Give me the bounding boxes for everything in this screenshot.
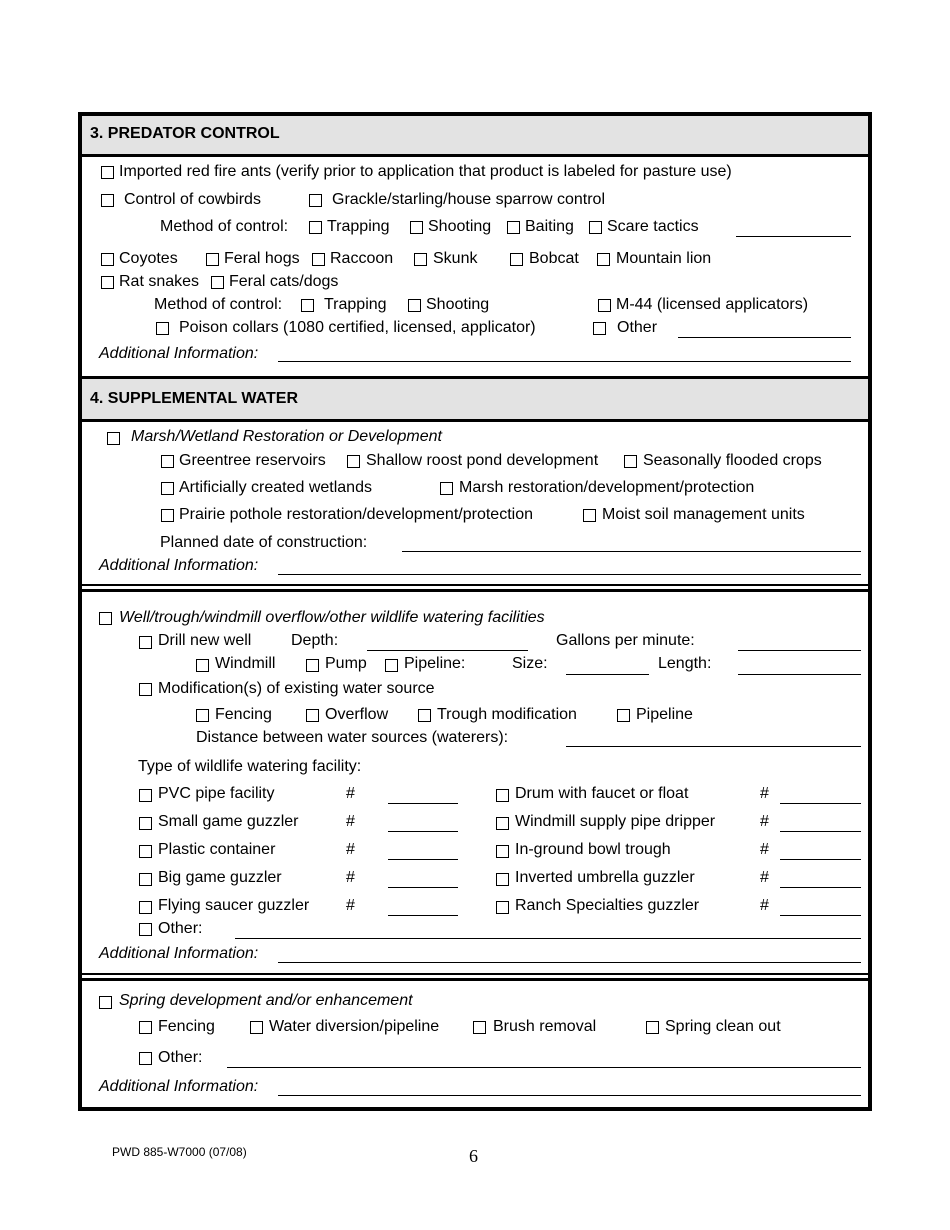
spring-cleanout-label: Spring clean out: [665, 1018, 781, 1035]
windmill-checkbox[interactable]: [196, 659, 209, 672]
planned-date-line[interactable]: [402, 551, 861, 552]
left-facility-checkbox[interactable]: [139, 873, 152, 886]
drill-well-checkbox[interactable]: [139, 636, 152, 649]
other-checkbox[interactable]: [139, 1052, 152, 1065]
brush-removal-label: Brush removal: [493, 1018, 597, 1035]
well-checkbox[interactable]: [99, 612, 112, 625]
right-facility-label: Inverted umbrella guzzler: [515, 869, 695, 886]
count-line[interactable]: [780, 803, 861, 804]
overflow-label: Overflow: [325, 706, 389, 723]
left-facility-checkbox[interactable]: [139, 817, 152, 830]
water-diversion-label: Water diversion/pipeline: [269, 1018, 440, 1035]
count-line[interactable]: [388, 859, 458, 860]
count-label: #: [760, 813, 769, 830]
skunk-label: Skunk: [433, 250, 478, 267]
trapping-label: Trapping: [327, 218, 390, 235]
well-title: Well/trough/windmill overflow/other wildlife watering facilities: [119, 609, 545, 626]
m44-label: M-44 (licensed applicators): [616, 296, 809, 313]
count-label: #: [760, 841, 769, 858]
size-line[interactable]: [566, 674, 649, 675]
feral-cats-checkbox[interactable]: [211, 276, 224, 289]
feral-hogs-checkbox[interactable]: [206, 253, 219, 266]
grackle-label: Grackle/starling/house sparrow control: [332, 191, 606, 208]
divider: [82, 978, 868, 981]
moist-soil-label: Moist soil management units: [602, 506, 805, 523]
trapping-checkbox[interactable]: [309, 221, 322, 234]
count-line[interactable]: [388, 887, 458, 888]
divider: [82, 584, 868, 586]
shooting-label: Shooting: [428, 218, 492, 235]
left-facility-checkbox[interactable]: [139, 789, 152, 802]
divider: [82, 973, 868, 975]
seasonally-flooded-checkbox[interactable]: [624, 455, 637, 468]
count-label: #: [760, 897, 769, 914]
count-label: #: [346, 841, 355, 858]
artificial-wetlands-label: Artificially created wetlands: [179, 479, 372, 496]
count-label: #: [346, 869, 355, 886]
right-facility-checkbox[interactable]: [496, 845, 509, 858]
additional-info-line[interactable]: [278, 1095, 861, 1096]
frame-left: [78, 112, 82, 1111]
overflow-checkbox[interactable]: [306, 709, 319, 722]
windmill-label: Windmill: [215, 655, 276, 672]
rat-snakes-checkbox[interactable]: [101, 276, 114, 289]
spring-title: Spring development and/or enhancement: [119, 992, 413, 1009]
frame-right: [868, 112, 872, 1111]
shooting-label: Shooting: [426, 296, 490, 313]
scare-blank[interactable]: [736, 236, 851, 237]
count-line[interactable]: [780, 859, 861, 860]
right-facility-checkbox[interactable]: [496, 789, 509, 802]
fencing-label: Fencing: [158, 1018, 215, 1035]
left-facility-label: PVC pipe facility: [158, 785, 275, 802]
pipeline2-label: Pipeline: [636, 706, 693, 723]
greentree-label: Greentree reservoirs: [179, 452, 326, 469]
bobcat-checkbox[interactable]: [510, 253, 523, 266]
shooting-checkbox[interactable]: [410, 221, 423, 234]
grackle-checkbox[interactable]: [309, 194, 322, 207]
additional-info-line[interactable]: [278, 361, 851, 362]
other-label: Other: [617, 319, 658, 336]
depth-line[interactable]: [367, 650, 528, 651]
other-facility-label: Other:: [158, 920, 203, 937]
scare-checkbox[interactable]: [589, 221, 602, 234]
pump-checkbox[interactable]: [306, 659, 319, 672]
fencing-checkbox[interactable]: [139, 1021, 152, 1034]
scare-label: Scare tactics: [607, 218, 699, 235]
left-facility-label: Flying saucer guzzler: [158, 897, 310, 914]
marsh-label: Marsh/Wetland Restoration or Development: [131, 428, 442, 445]
gpm-label: Gallons per minute:: [556, 632, 695, 649]
count-line[interactable]: [388, 803, 458, 804]
count-label: #: [760, 785, 769, 802]
trough-checkbox[interactable]: [418, 709, 431, 722]
left-facility-checkbox[interactable]: [139, 845, 152, 858]
brush-removal-checkbox[interactable]: [473, 1021, 486, 1034]
drill-well-label: Drill new well: [158, 632, 252, 649]
raccoon-checkbox[interactable]: [312, 253, 325, 266]
shallow-roost-checkbox[interactable]: [347, 455, 360, 468]
right-facility-label: Drum with faucet or float: [515, 785, 689, 802]
marsh-restoration-checkbox[interactable]: [440, 482, 453, 495]
feral-cats-label: Feral cats/dogs: [229, 273, 339, 290]
distance-line[interactable]: [566, 746, 861, 747]
divider: [82, 154, 868, 157]
mountain-lion-label: Mountain lion: [616, 250, 712, 267]
planned-date-label: Planned date of construction:: [160, 534, 368, 551]
divider: [82, 419, 868, 422]
skunk-checkbox[interactable]: [414, 253, 427, 266]
left-facility-label: Small game guzzler: [158, 813, 299, 830]
trough-label: Trough modification: [437, 706, 577, 723]
fencing-checkbox[interactable]: [196, 709, 209, 722]
mountain-lion-checkbox[interactable]: [597, 253, 610, 266]
cowbirds-label: Control of cowbirds: [124, 191, 261, 208]
count-label: #: [760, 869, 769, 886]
pipeline-label: Pipeline:: [404, 655, 466, 672]
water-diversion-checkbox[interactable]: [250, 1021, 263, 1034]
other-line[interactable]: [227, 1067, 861, 1068]
count-line[interactable]: [388, 831, 458, 832]
pipeline-checkbox[interactable]: [385, 659, 398, 672]
additional-info-line[interactable]: [278, 962, 861, 963]
depth-label: Depth:: [291, 632, 339, 649]
count-line[interactable]: [780, 831, 861, 832]
method-label: Method of control:: [160, 218, 289, 235]
count-label: #: [346, 813, 355, 830]
seasonally-flooded-label: Seasonally flooded crops: [643, 452, 822, 469]
count-line[interactable]: [780, 887, 861, 888]
fire-ants-label: Imported red fire ants (verify prior to application that product is labeled for pasture use): [119, 163, 732, 180]
pump-label: Pump: [325, 655, 367, 672]
modification-checkbox[interactable]: [139, 683, 152, 696]
count-line[interactable]: [780, 915, 861, 916]
additional-info-label: Additional Information:: [99, 1078, 259, 1095]
other-label: Other:: [158, 1049, 203, 1066]
raccoon-label: Raccoon: [330, 250, 394, 267]
length-label: Length:: [658, 655, 712, 672]
marsh-checkbox[interactable]: [107, 432, 120, 445]
poison-collars-checkbox[interactable]: [156, 322, 169, 335]
additional-info-line[interactable]: [278, 574, 861, 575]
rat-snakes-label: Rat snakes: [119, 273, 200, 290]
shooting-checkbox[interactable]: [408, 299, 421, 312]
coyotes-label: Coyotes: [119, 250, 178, 267]
marsh-restoration-label: Marsh restoration/development/protection: [459, 479, 755, 496]
other-facility-line[interactable]: [235, 938, 861, 939]
right-facility-checkbox[interactable]: [496, 901, 509, 914]
gpm-line[interactable]: [738, 650, 861, 651]
spring-checkbox[interactable]: [99, 996, 112, 1009]
right-facility-label: Windmill supply pipe dripper: [515, 813, 716, 830]
cowbirds-checkbox[interactable]: [101, 194, 114, 207]
coyotes-checkbox[interactable]: [101, 253, 114, 266]
section3-title: 3. PREDATOR CONTROL: [90, 125, 280, 142]
left-facility-checkbox[interactable]: [139, 901, 152, 914]
bobcat-label: Bobcat: [529, 250, 579, 267]
form-id: PWD 885-W7000 (07/08): [112, 1145, 247, 1159]
fencing-label: Fencing: [215, 706, 272, 723]
length-line[interactable]: [738, 674, 861, 675]
fire-ants-checkbox[interactable]: [101, 166, 114, 179]
spring-cleanout-checkbox[interactable]: [646, 1021, 659, 1034]
right-facility-checkbox[interactable]: [496, 873, 509, 886]
distance-label: Distance between water sources (waterers):: [196, 729, 509, 746]
trapping-checkbox[interactable]: [301, 299, 314, 312]
moist-soil-checkbox[interactable]: [583, 509, 596, 522]
prairie-pothole-checkbox[interactable]: [161, 509, 174, 522]
modification-label: Modification(s) of existing water source: [158, 680, 435, 697]
count-label: #: [346, 897, 355, 914]
additional-info-label: Additional Information:: [99, 945, 259, 962]
section4-title: 4. SUPPLEMENTAL WATER: [90, 390, 299, 407]
count-label: #: [346, 785, 355, 802]
artificial-wetlands-checkbox[interactable]: [161, 482, 174, 495]
page-number: 6: [469, 1146, 478, 1166]
left-facility-label: Plastic container: [158, 841, 276, 858]
divider: [82, 589, 868, 592]
other-facility-checkbox[interactable]: [139, 923, 152, 936]
other-checkbox[interactable]: [593, 322, 606, 335]
baiting-checkbox[interactable]: [507, 221, 520, 234]
shallow-roost-label: Shallow roost pond development: [366, 452, 599, 469]
facility-type-label: Type of wildlife watering facility:: [138, 758, 362, 775]
pipeline2-checkbox[interactable]: [617, 709, 630, 722]
method-label: Method of control:: [154, 296, 283, 313]
trapping-label: Trapping: [324, 296, 387, 313]
right-facility-label: Ranch Specialties guzzler: [515, 897, 700, 914]
baiting-label: Baiting: [525, 218, 574, 235]
greentree-checkbox[interactable]: [161, 455, 174, 468]
frame-bottom: [78, 1107, 872, 1111]
additional-info-label: Additional Information:: [99, 557, 259, 574]
size-label: Size:: [512, 655, 548, 672]
additional-info-label: Additional Information:: [99, 345, 259, 362]
poison-collars-label: Poison collars (1080 certified, licensed, applicator): [179, 319, 536, 336]
prairie-pothole-label: Prairie pothole restoration/development/protection: [179, 506, 533, 523]
feral-hogs-label: Feral hogs: [224, 250, 300, 267]
other-blank[interactable]: [678, 337, 851, 338]
right-facility-checkbox[interactable]: [496, 817, 509, 830]
left-facility-label: Big game guzzler: [158, 869, 282, 886]
m44-checkbox[interactable]: [598, 299, 611, 312]
right-facility-label: In-ground bowl trough: [515, 841, 671, 858]
count-line[interactable]: [388, 915, 458, 916]
